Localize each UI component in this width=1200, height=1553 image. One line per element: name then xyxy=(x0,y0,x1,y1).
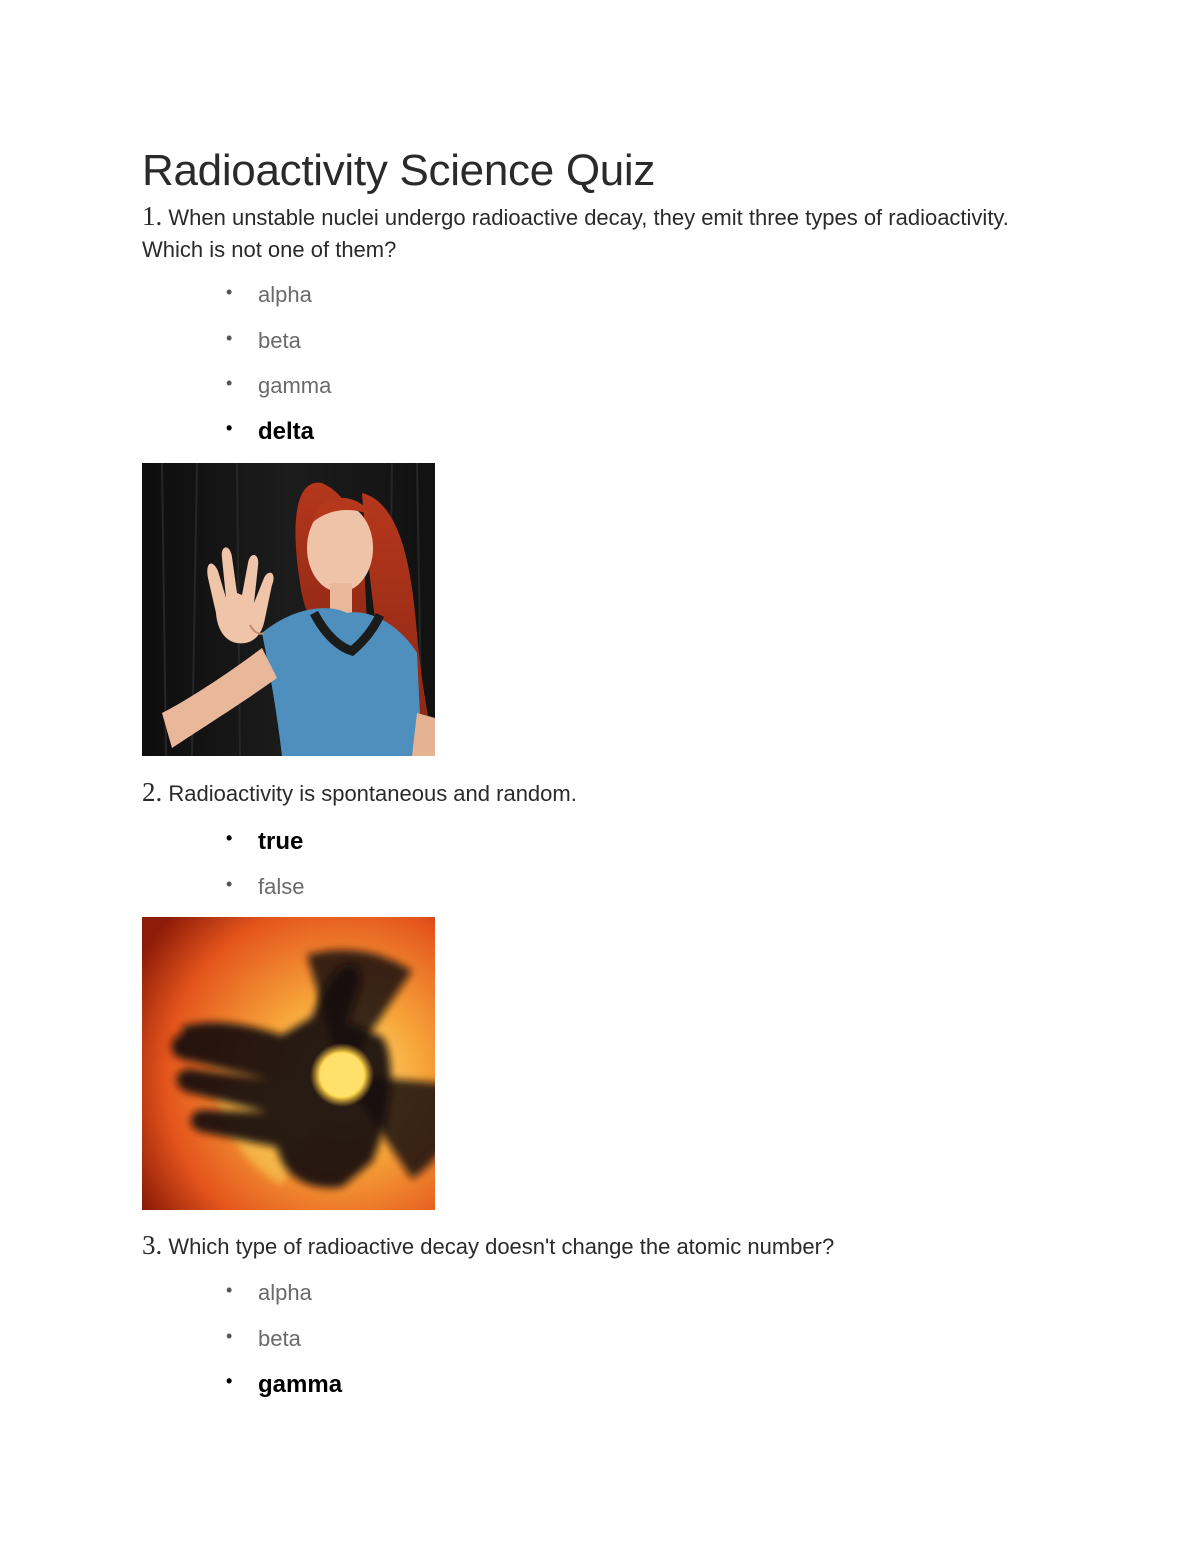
option-label: alpha xyxy=(258,1280,312,1305)
bullet-icon: • xyxy=(226,1371,233,1391)
question-text: Radioactivity is spontaneous and random. xyxy=(168,781,577,806)
option-delta-correct[interactable] xyxy=(142,418,542,448)
option-label: beta xyxy=(258,328,301,353)
bullet-icon: • xyxy=(226,828,233,848)
option-gamma-correct[interactable] xyxy=(142,1371,542,1401)
spock-salute-photo xyxy=(142,463,435,756)
bullet-icon: • xyxy=(226,328,233,348)
option-label: gamma xyxy=(258,373,332,398)
question-3 xyxy=(142,1229,1042,1263)
bullet-icon: • xyxy=(226,1280,233,1300)
bullet-icon: • xyxy=(226,373,233,393)
option-false[interactable] xyxy=(142,874,542,904)
option-label: delta xyxy=(258,418,315,445)
option-label: alpha xyxy=(258,282,312,307)
page-title: Radioactivity Science Quiz xyxy=(142,146,656,195)
option-label: true xyxy=(258,828,304,855)
question-text: When unstable nuclei undergo radioactive decay, they emit three types of radioactivity. Which is not one of them? xyxy=(142,205,1009,262)
option-alpha[interactable] xyxy=(142,282,542,312)
option-beta[interactable] xyxy=(142,328,542,358)
bullet-icon: • xyxy=(226,1326,233,1346)
option-beta[interactable] xyxy=(142,1326,542,1356)
question-number: 3. xyxy=(142,1230,163,1260)
question-2 xyxy=(142,776,1042,810)
option-label: false xyxy=(258,874,305,899)
option-label: gamma xyxy=(258,1371,343,1398)
option-gamma[interactable] xyxy=(142,373,542,403)
question-text: Which type of radioactive decay doesn't change the atomic number? xyxy=(168,1234,835,1259)
question-number: 1. xyxy=(142,201,163,231)
bullet-icon: • xyxy=(226,418,233,438)
bullet-icon: • xyxy=(226,282,233,302)
option-true-correct[interactable] xyxy=(142,828,542,858)
question-number: 2. xyxy=(142,777,163,807)
question-1 xyxy=(142,200,1042,266)
bullet-icon: • xyxy=(226,874,233,894)
option-label: beta xyxy=(258,1326,301,1351)
option-alpha[interactable] xyxy=(142,1280,542,1310)
radiation-hand-image xyxy=(142,917,435,1210)
